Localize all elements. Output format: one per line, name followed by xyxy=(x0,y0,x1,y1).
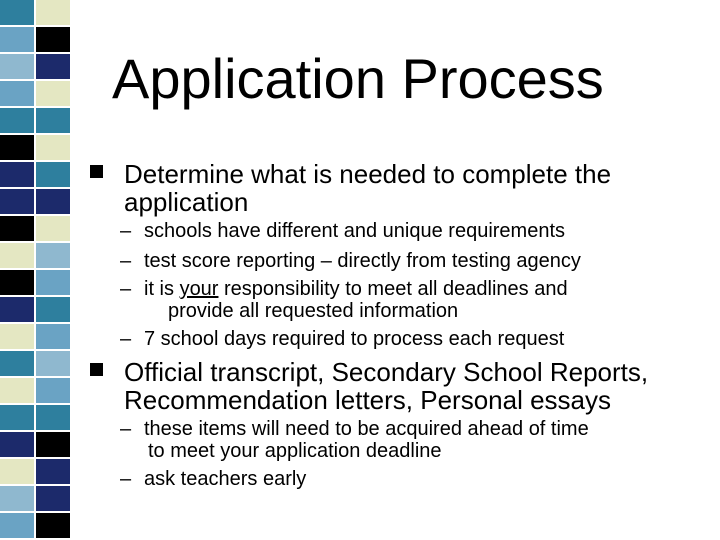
slide-title: Application Process xyxy=(112,47,604,110)
strip-block xyxy=(0,162,34,187)
underlined-word: your xyxy=(179,278,219,300)
sub-bullet-text: schools have different and unique requirements xyxy=(144,220,566,242)
strip-block xyxy=(0,432,34,457)
sub-bullet-1-4 xyxy=(120,328,700,350)
sub-bullet-text: 7 school days required to process each request xyxy=(144,328,565,350)
strip-block xyxy=(0,405,34,430)
decorative-side-strip xyxy=(0,0,72,540)
strip-block xyxy=(36,189,70,214)
strip-block xyxy=(36,297,70,322)
strip-block xyxy=(36,513,70,538)
sub-bullet-text-post: responsibility to meet all deadlines and xyxy=(218,278,568,300)
strip-block xyxy=(36,135,70,160)
bullet-1-line-2: application xyxy=(124,187,249,217)
strip-block xyxy=(36,405,70,430)
strip-block xyxy=(0,270,34,295)
square-bullet-icon xyxy=(90,363,103,376)
strip-block xyxy=(0,189,34,214)
strip-block xyxy=(36,243,70,268)
strip-block xyxy=(36,162,70,187)
bullet-item-1 xyxy=(90,160,710,216)
strip-block xyxy=(36,27,70,52)
sub-bullet-1-3 xyxy=(120,278,700,322)
strip-block xyxy=(0,297,34,322)
dash-icon: – xyxy=(120,418,132,440)
sub-bullet-text: test score reporting – directly from testing agency xyxy=(144,250,581,272)
strip-block xyxy=(0,27,34,52)
bullet-2-line-2: Recommendation letters, Personal essays xyxy=(124,385,612,415)
bullet-1-line-1: Determine what is needed to complete the xyxy=(124,159,612,189)
strip-block xyxy=(36,0,70,25)
dash-icon: – xyxy=(120,468,132,490)
strip-block xyxy=(0,486,34,511)
sub-bullet-text: ask teachers early xyxy=(144,468,307,490)
sub-bullet-continuation: to meet your application deadline xyxy=(148,440,442,462)
dash-icon: – xyxy=(120,328,132,350)
strip-block xyxy=(0,54,34,79)
strip-block xyxy=(0,108,34,133)
strip-block xyxy=(0,135,34,160)
square-bullet-icon xyxy=(90,165,103,178)
strip-block xyxy=(36,108,70,133)
strip-block xyxy=(36,216,70,241)
bullet-item-2 xyxy=(90,358,710,414)
dash-icon: – xyxy=(120,250,132,272)
strip-block xyxy=(0,243,34,268)
strip-block xyxy=(0,81,34,106)
strip-block xyxy=(36,459,70,484)
strip-block xyxy=(0,216,34,241)
sub-bullet-2-1 xyxy=(120,418,700,462)
bullet-2-line-1: Official transcript, Secondary School Reports, xyxy=(124,357,649,387)
strip-block xyxy=(36,81,70,106)
strip-block xyxy=(0,459,34,484)
strip-block xyxy=(0,351,34,376)
strip-block xyxy=(36,270,70,295)
sub-bullet-1-2 xyxy=(120,250,700,272)
sub-bullet-text: these items will need to be acquired ahead of time xyxy=(144,418,589,440)
strip-block xyxy=(36,54,70,79)
sub-bullet-2-2 xyxy=(120,468,700,490)
strip-block xyxy=(0,513,34,538)
strip-block xyxy=(0,324,34,349)
sub-bullet-text-pre: it is xyxy=(144,278,180,300)
dash-icon: – xyxy=(120,278,132,300)
sub-bullet-continuation: provide all requested information xyxy=(168,300,459,322)
strip-block xyxy=(0,378,34,403)
strip-block xyxy=(36,324,70,349)
strip-block xyxy=(36,432,70,457)
strip-block xyxy=(36,351,70,376)
strip-block xyxy=(36,378,70,403)
strip-block xyxy=(0,0,34,25)
dash-icon: – xyxy=(120,220,132,242)
sub-bullet-1-1 xyxy=(120,220,700,242)
strip-block xyxy=(36,486,70,511)
